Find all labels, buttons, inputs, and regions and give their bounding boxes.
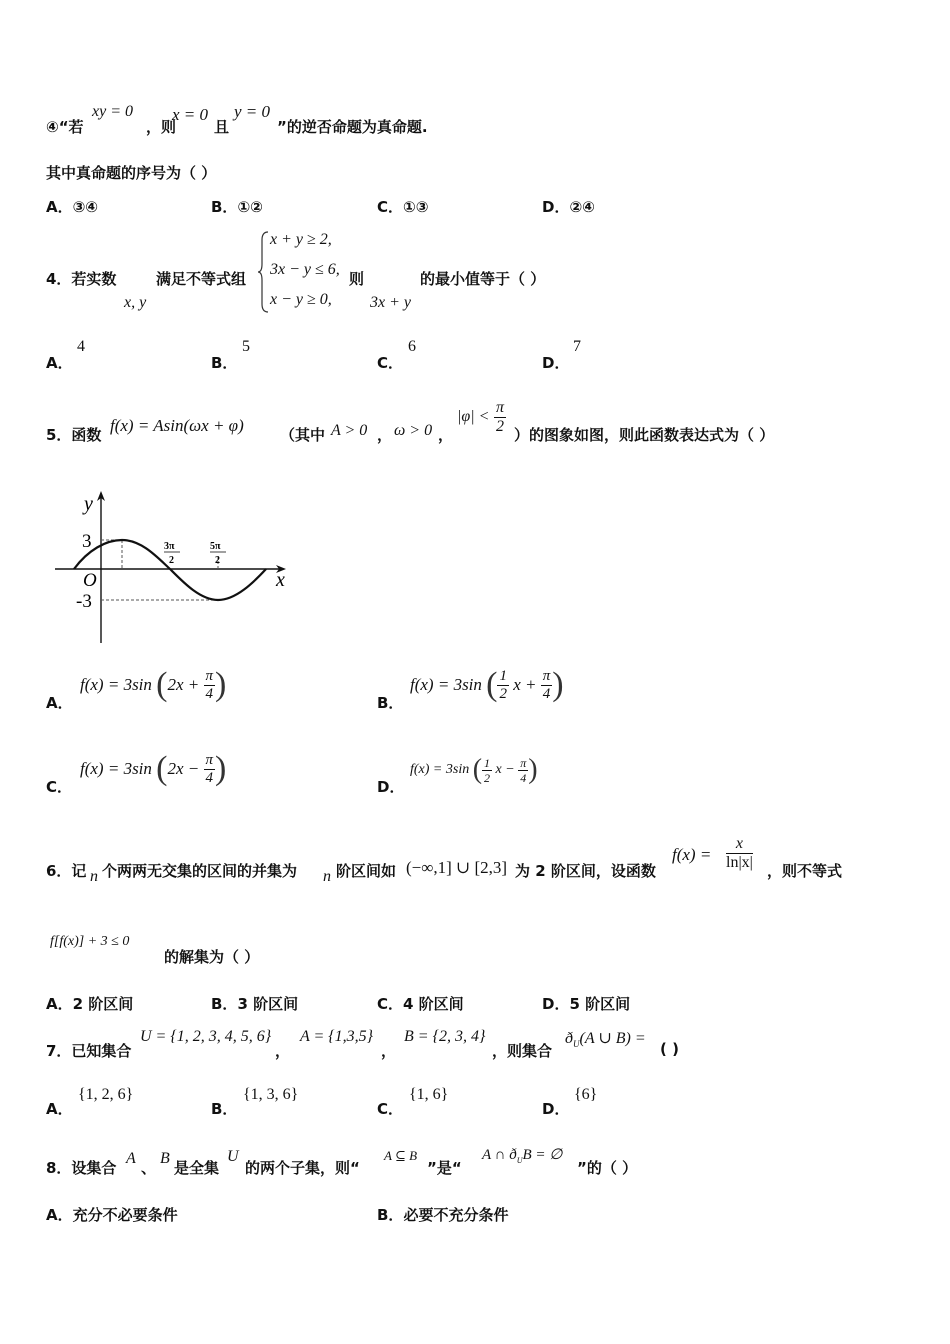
q7-set-a: A = {1,3,5}: [300, 1028, 374, 1045]
q5-option-c[interactable]: f(x) = 3sin (2x − $\frac{\pi}{4}$ ): [80, 750, 227, 787]
q7-expr2: (A ∪ B) =: [579, 1030, 646, 1047]
q6-option-b-text: 3 阶区间: [237, 995, 299, 1013]
q8-text2: 是全集: [174, 1159, 220, 1177]
q5-option-c-pre: f(x) = 3sin: [80, 759, 152, 778]
q8-text4: ”是“: [427, 1159, 462, 1177]
q5-text2: （其中: [280, 426, 326, 444]
q3-option-d-text: ②④: [569, 198, 595, 216]
q6-n1: n: [90, 868, 98, 885]
q6-f-frac: [726, 836, 753, 871]
q5-c2: ω > 0: [394, 422, 433, 439]
q5-option-a-label[interactable]: A．: [46, 694, 73, 712]
q8-option-a-text: 充分不必要条件: [72, 1206, 178, 1224]
q4-option-c-text[interactable]: 6: [408, 338, 416, 355]
q6-text6: 的解集为（ ）: [164, 948, 260, 966]
q5-option-b[interactable]: f(x) = 3sin ( $\frac{1}{2}$ x + $\frac{\pi}{4}$ ): [410, 666, 564, 703]
q7-option-a-label[interactable]: A．: [46, 1100, 73, 1118]
q7-sep1: ，: [275, 1042, 291, 1060]
q3-cond2: x = 0: [172, 105, 209, 124]
graph-tick1-den: 2: [169, 555, 174, 566]
q6-option-d-text: 5 阶区间: [569, 995, 631, 1013]
q4-text1: 4．若实数: [46, 270, 117, 288]
q5-option-a-num: π: [205, 667, 214, 684]
q4-option-a-text[interactable]: 4: [77, 338, 85, 355]
q7-set-u: U = {1, 2, 3, 4, 5, 6}: [140, 1028, 272, 1045]
q7-expr: [565, 1028, 646, 1049]
q4-expr: 3x + y: [370, 294, 411, 311]
graph-y-label: y: [84, 493, 93, 515]
q5-option-c-den: 4: [205, 769, 214, 786]
q7-option-c-label[interactable]: C．: [377, 1100, 404, 1118]
q6-option-c-text: 4 阶区间: [403, 995, 464, 1013]
q4-option-b-text[interactable]: 5: [242, 338, 250, 355]
q5-option-d-half-num: 1: [484, 755, 491, 770]
graph-tick1-num: 3π: [164, 541, 175, 552]
q3-option-a-text: ③④: [72, 198, 99, 216]
q6-option-b[interactable]: [211, 993, 298, 1014]
q5-option-d-den: 4: [520, 770, 527, 785]
q4-option-a-label: A．: [46, 354, 73, 372]
q8-cond2-sub: U: [516, 1156, 523, 1165]
q3-stem: 其中真命题的序号为（ ）: [46, 164, 217, 182]
q6-f-lhs: f(x) =: [672, 845, 712, 864]
q8-set-a: A: [126, 1150, 136, 1167]
q5-option-b-half-num: 1: [499, 667, 507, 684]
q8-option-a-label: A．: [46, 1206, 73, 1224]
q5-text3: ）的图象如图，则此函数表达式为（ ）: [514, 426, 775, 444]
q8-text5: ”的（ ）: [577, 1159, 638, 1177]
q5-c3-frac: [494, 400, 506, 435]
q7-option-b-label[interactable]: B．: [211, 1100, 238, 1118]
q5-option-c-num: π: [205, 751, 214, 768]
q5-c3-two: 2: [496, 418, 504, 435]
q3-cond3: y = 0: [234, 102, 271, 121]
q7-option-b-text[interactable]: {1, 3, 6}: [243, 1086, 299, 1103]
q6-f-num: x: [726, 836, 753, 854]
q5-option-d-coef: x −: [495, 762, 515, 777]
q8-option-b[interactable]: [377, 1204, 508, 1225]
q6-text5: ，则不等式: [767, 862, 843, 880]
q7-option-a-text[interactable]: {1, 2, 6}: [78, 1086, 134, 1103]
q8-option-b-label: B．: [377, 1206, 404, 1224]
q5-option-d-pre: f(x) = 3sin: [410, 762, 470, 777]
q4-option-d-text[interactable]: 7: [573, 338, 581, 355]
q3-option-c[interactable]: [377, 196, 428, 217]
q6-option-d[interactable]: [542, 993, 630, 1014]
q4-option-c-label: C．: [377, 354, 404, 372]
q7-complement-sub: U: [573, 1039, 580, 1050]
q3-option-a[interactable]: [46, 196, 98, 217]
q5-option-a-den: 4: [205, 685, 214, 702]
q7-complement: ð: [565, 1030, 573, 1047]
q3-option-b-text: ①②: [237, 198, 263, 216]
q8-set-b: B: [160, 1150, 170, 1167]
q3-and: 且: [214, 118, 230, 136]
q4-option-a[interactable]: [46, 352, 73, 373]
q8-cond2: [482, 1145, 562, 1165]
q7-option-d-text[interactable]: {6}: [574, 1086, 598, 1103]
q7-sep2: ，: [381, 1042, 397, 1060]
q7-text3: ( ): [660, 1040, 679, 1058]
q6-option-c[interactable]: [377, 993, 464, 1014]
q5-sep1: ，: [377, 426, 393, 444]
q4-sys-line1: x + y ≥ 2,: [270, 231, 332, 248]
q4-option-d-label: D．: [542, 354, 570, 372]
q5-text1: 5．函数: [46, 426, 102, 444]
q7-text1: 7．已知集合: [46, 1042, 132, 1060]
q6-option-a[interactable]: [46, 993, 133, 1014]
q5-option-b-den: 4: [542, 685, 551, 702]
q3-suffix: ”的逆否命题为真命题.: [277, 118, 428, 136]
q5-sep2: ，: [438, 426, 454, 444]
q4-option-b[interactable]: [211, 352, 237, 373]
q8-text3: 的两个子集，则“: [245, 1159, 360, 1177]
q3-option-d-label: D．: [542, 198, 570, 216]
q3-option-b[interactable]: [211, 196, 263, 217]
q5-option-b-label[interactable]: B．: [377, 694, 404, 712]
q3-option-a-label: A．: [46, 198, 73, 216]
q6-text3: 阶区间如: [336, 862, 397, 880]
q6-option-a-label: A．: [46, 995, 73, 1013]
graph-x-label: x: [276, 569, 285, 591]
q3-option-d[interactable]: [542, 196, 595, 217]
q3-option-c-text: ①③: [403, 198, 429, 216]
q7-option-c-text[interactable]: {1, 6}: [409, 1086, 449, 1103]
q5-c3-pi: π: [496, 399, 505, 416]
q6-option-a-text: 2 阶区间: [72, 995, 134, 1013]
q5-option-a[interactable]: f(x) = 3sin (2x + $\frac{\pi}{4}$ ): [80, 666, 227, 703]
q5-option-c-coef: 2x −: [167, 759, 200, 778]
q8-text1: 8．设集合: [46, 1159, 117, 1177]
q5-option-b-pre: f(x) = 3sin: [410, 675, 482, 694]
graph-tick2-num: 5π: [210, 541, 221, 552]
q8-cond1: A ⊆ B: [384, 1148, 418, 1163]
q8-option-a[interactable]: [46, 1204, 178, 1225]
q3-option-c-label: C．: [377, 198, 404, 216]
q5-option-d-half-den: 2: [484, 770, 491, 785]
q4-option-d[interactable]: [542, 352, 569, 373]
q7-option-d-label[interactable]: D．: [542, 1100, 570, 1118]
q5-c1: A > 0: [331, 422, 368, 439]
q6-f-den: ln|x|: [726, 854, 753, 871]
q4-vars: x, y: [124, 294, 147, 311]
q6-text1: 6．记: [46, 862, 87, 880]
q5-sine-graph: [50, 488, 300, 648]
q6-option-c-label: C．: [377, 995, 404, 1013]
q4-option-c[interactable]: [377, 352, 403, 373]
q8-cond2b: B = ∅: [522, 1147, 563, 1163]
q6-option-b-label: B．: [211, 995, 238, 1013]
q7-set-b: B = {2, 3, 4}: [404, 1028, 486, 1045]
q4-system-brace: [258, 230, 270, 314]
q8-option-b-text: 必要不充分条件: [403, 1206, 509, 1224]
q3-then: ，则: [146, 118, 177, 136]
q5-option-b-coef: x +: [513, 675, 537, 694]
q4-sys-line3: x − y ≥ 0,: [270, 291, 332, 308]
q5-option-a-pre: f(x) = 3sin: [80, 675, 152, 694]
graph-y-min: -3: [76, 591, 92, 612]
q6-option-d-label: D．: [542, 995, 570, 1013]
q6-text4: 为 2 阶区间，设函数: [515, 862, 656, 880]
q4-sys-line2: 3x − y ≤ 6,: [270, 261, 340, 278]
q8-set-u: U: [227, 1148, 239, 1165]
q7-text2: ，则集合: [492, 1042, 553, 1060]
q5-c3-left: |φ| <: [457, 408, 490, 425]
q5-option-b-num: π: [542, 667, 551, 684]
q4-text4: 的最小值等于（ ）: [420, 270, 546, 288]
q5-option-a-coef: 2x +: [167, 675, 200, 694]
q4-option-b-label: B．: [211, 354, 238, 372]
q5-func: f(x) = Asin(ωx + φ): [110, 416, 244, 435]
graph-y-max: 3: [82, 531, 92, 552]
q5-option-d-num: π: [520, 755, 527, 770]
q4-text3: 则: [349, 270, 365, 288]
graph-origin: O: [83, 570, 97, 591]
q8-cond2a: A ∩ ð: [482, 1147, 517, 1163]
q3-statement-4: [46, 116, 84, 137]
q5-option-d-label[interactable]: D．: [377, 778, 405, 796]
q5-option-b-half-den: 2: [499, 685, 507, 702]
q4-text2: 满足不等式组: [156, 270, 247, 288]
q6-text2: 个两两无交集的区间的并集为: [102, 862, 298, 880]
q3-cond1: xy = 0: [92, 103, 133, 120]
q5-option-d[interactable]: f(x) = 3sin ( $\frac{1}{2}$ x − $\frac{\pi}{4}$ ): [410, 754, 538, 785]
q3-option-b-label: B．: [211, 198, 238, 216]
q6-ineq: f[f(x)] + 3 ≤ 0: [50, 934, 130, 949]
q5-option-c-label[interactable]: C．: [46, 778, 73, 796]
graph-tick2-den: 2: [215, 555, 220, 566]
q6-n2: n: [323, 868, 331, 885]
q3-stmt4-prefix: ④“若: [46, 118, 84, 136]
q8-dun: 、: [141, 1159, 157, 1177]
q6-interval: (−∞,1] ∪ [2,3]: [406, 858, 508, 877]
